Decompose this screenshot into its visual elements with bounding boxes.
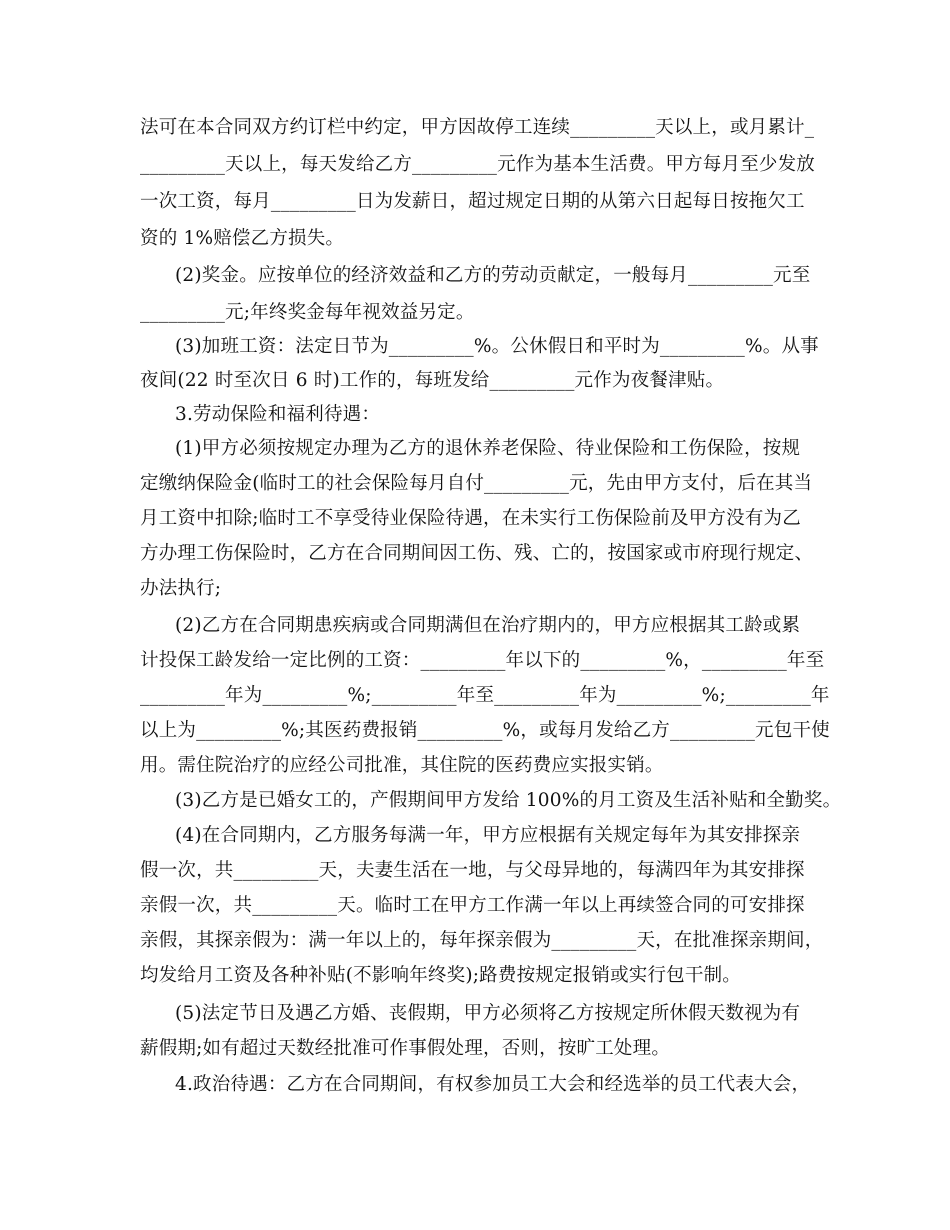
text-line: 资的 1%赔偿乙方损失。 bbox=[140, 228, 345, 249]
text-line: (5)法定节日及遇乙方婚、丧假期，甲方必须将乙方按规定所休假天数视为有 bbox=[175, 1003, 801, 1024]
text-line: 均发给月工资及各种补贴(不影响年终奖);路费按规定报销或实行包干制。 bbox=[140, 965, 741, 986]
section-heading: 3.劳动保险和福利待遇： bbox=[175, 404, 381, 425]
text-line: 一次工资，每月_________日为发薪日，超过规定日期的从第六日起每日按拖欠工 bbox=[140, 191, 805, 212]
text-line: (3)乙方是已婚女工的，产假期间甲方发给 100%的月工资及生活补贴和全勤奖。 bbox=[175, 790, 842, 811]
section-heading: 4.政治待遇：乙方在合同期间，有权参加员工大会和经选举的员工代表大会， bbox=[175, 1074, 811, 1095]
text-line: 夜间(22 时至次日 6 时)工作的，每班发给_________元作为夜餐津贴。 bbox=[140, 370, 725, 391]
text-line: _________年为_________%;_________年至_________年为_________%;_________年 bbox=[140, 685, 830, 706]
text-line: _________天以上，每天发给乙方_________元作为基本生活费。甲方每月至少发放 bbox=[140, 154, 816, 175]
text-line: (3)加班工资：法定日节为_________%。公休假日和平时为_________%。从事 bbox=[175, 336, 819, 357]
text-line: 假一次，共_________天，夫妻生活在一地，与父母异地的，每满四年为其安排探 bbox=[140, 860, 805, 881]
text-line: (1)甲方必须按规定办理为乙方的退休养老保险、待业保险和工伤保险，按规 bbox=[175, 438, 801, 459]
text-line: 以上为_________%;其医药费报销_________%，或每月发给乙方_________元包干使 bbox=[140, 720, 830, 741]
text-line: 法可在本合同双方约订栏中约定，甲方因故停工连续_________天以上，或月累计_ bbox=[140, 117, 815, 138]
text-line: 用。需住院治疗的应经公司批准，其住院的医药费应实报实销。 bbox=[140, 755, 664, 776]
text-line: 计投保工龄发给一定比例的工资：_________年以下的_________%，_________年至 bbox=[140, 650, 825, 671]
text-line: (4)在合同期内，乙方服务每满一年，甲方应根据有关规定每年为其安排探亲 bbox=[175, 825, 801, 846]
text-line: _________元;年终奖金每年视效益另定。 bbox=[140, 302, 475, 323]
text-line: 方办理工伤保险时，乙方在合同期间因工伤、残、亡的，按国家或市府现行规定、 bbox=[140, 543, 814, 564]
text-line: (2)乙方在合同期患疾病或合同期满但在治疗期内的，甲方应根据其工龄或累 bbox=[175, 615, 801, 636]
text-line: 亲假，其探亲假为：满一年以上的，每年探亲假为_________天，在批准探亲期间， bbox=[140, 930, 824, 951]
text-line: 亲假一次，共_________天。临时工在甲方工作满一年以上再续签合同的可安排探 bbox=[140, 895, 805, 916]
text-line: 办法执行; bbox=[140, 578, 222, 599]
text-line: 月工资中扣除;临时工不享受待业保险待遇，在未实行工伤保险前及甲方没有为乙 bbox=[140, 508, 801, 529]
text-line: (2)奖金。应按单位的经济效益和乙方的劳动贡献定，一般每月_________元至 bbox=[175, 265, 811, 286]
text-line: 薪假期;如有超过天数经批准可作事假处理，否则，按旷工处理。 bbox=[140, 1038, 671, 1059]
text-line: 定缴纳保险金(临时工的社会保险每月自付_________元，先由甲方支付，后在其当 bbox=[140, 473, 813, 494]
